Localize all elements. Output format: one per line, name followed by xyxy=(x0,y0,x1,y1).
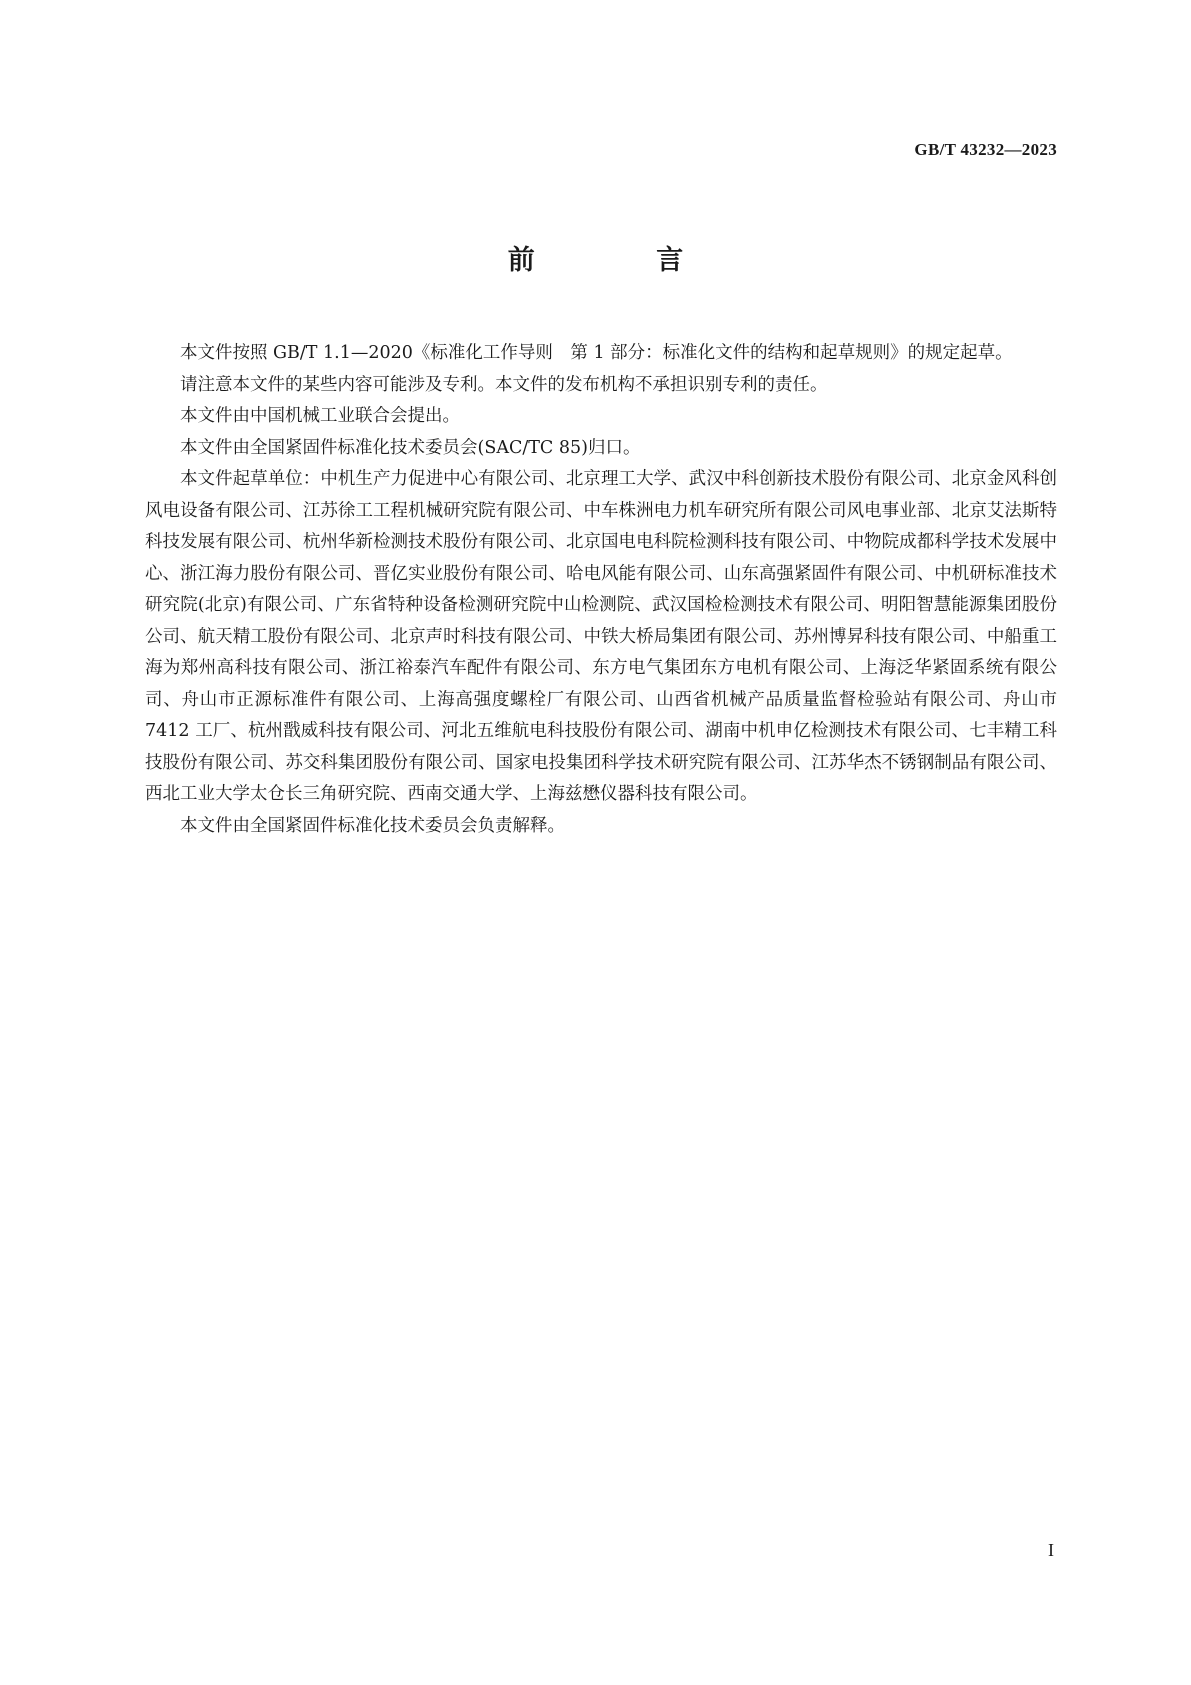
paragraph-administrator: 本文件由全国紧固件标准化技术委员会(SAC/TC 85)归口。 xyxy=(180,437,641,458)
paragraph-proposer: 本文件由中国机械工业联合会提出。 xyxy=(180,406,460,426)
section-title: 前 言 xyxy=(507,245,740,276)
paragraph-drafting-rules: 本文件按照 GB/T 1.1—2020《标准化工作导则 第 1 部分：标准化文件的结构和起草规则》的规定起草。 xyxy=(180,343,1013,363)
paragraph-drafting-organizations: 本文件起草单位：中机生产力促进中心有限公司、北京理工大学、武汉中科创新技术股份有限公司、北京金风科创风电设备有限公司、江苏徐工工程机械研究院有限公司、中车株洲电力机车研究所有限公司风电事业部、北京艾法斯特科技发展有限公司、杭州华新检测技术股份有限公司、北京国电电科院检测科技有限公司、中物院成都科学技术发展中心、浙江海力股份有限公司、晋亿实业股份有限公司、哈电风能有限公司、山东高强紧固件有限公司、中机研标准技术研究院(北京)有限公司、广东省特种设备检测研究院中山检测院、武汉国检检测技术有限公司、明阳智慧能源集团股份公司、航天精工股份有限公司、北京声时科技有限公司、中铁大桥局集团有限公司、苏州博昇科技有限公司、中船重工海为郑州高科技有限公司、浙江裕泰汽车配件有限公司、东方电气集团东方电机有限公司、上海泛华紧固系统有限公司、舟山市正源标准件有限公司、上海高强度螺栓厂有限公司、山西省机械产品质量监督检验站有限公司、舟山市 7412 工厂、杭州戬威科技有限公司、河北五维航电科技股份有限公司、湖南中机申亿检测技术有限公司、七丰精工科技股份有限公司、苏交科集团股份有限公司、国家电投集团科学技术研究院有限公司、江苏华杰不锈钢制品有限公司、西北工业大学太仓长三角研究院、西南交通大学、上海兹懋仪器科技有限公司。 xyxy=(145,469,1057,804)
standard-number: GB/T 43232—2023 xyxy=(914,140,1057,159)
paragraph-patent-notice: 请注意本文件的某些内容可能涉及专利。本文件的发布机构不承担识别专利的责任。 xyxy=(180,374,828,395)
paragraph-interpretation: 本文件由全国紧固件标准化技术委员会负责解释。 xyxy=(180,815,565,836)
page-number: I xyxy=(1048,1540,1054,1560)
foreword-body xyxy=(145,338,1057,842)
